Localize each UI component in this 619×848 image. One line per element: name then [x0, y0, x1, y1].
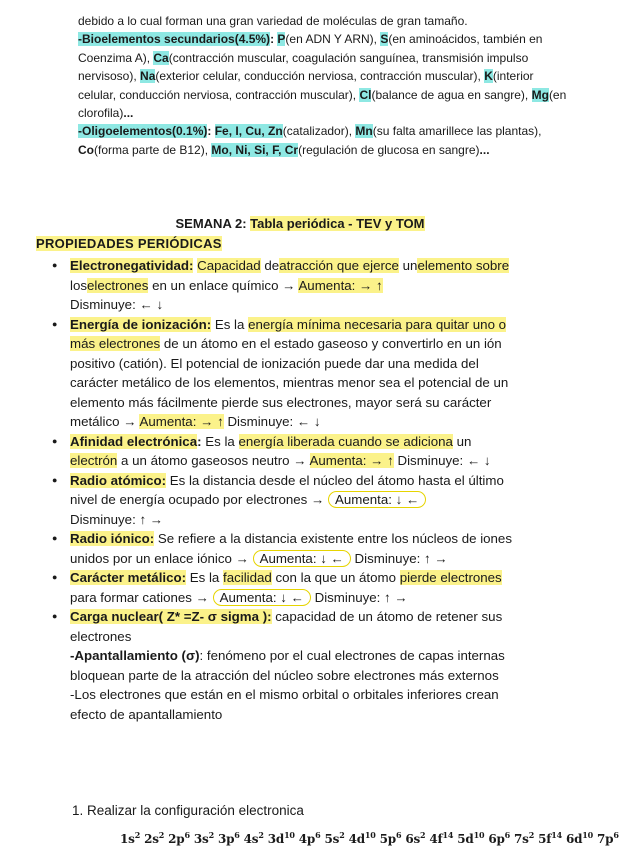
orbital-term: $6p^6$ — [488, 830, 511, 846]
oligo-label: -Oligoelementos(0.1%) — [78, 124, 208, 139]
orbital-exponent: 14 — [551, 830, 562, 840]
term: Energía de ionización: — [70, 316, 212, 332]
text: un — [402, 258, 418, 273]
element-mo-group: Mo, Ni, Si, F, Cr — [211, 142, 299, 157]
week-heading — [0, 216, 600, 231]
colon: : — [270, 32, 275, 47]
element-p: P — [277, 32, 286, 47]
orbital-exponent: 2 — [339, 830, 345, 840]
text: para formar cationes → — [70, 589, 209, 605]
properties-list — [52, 256, 512, 724]
highlight: atracción que ejerce — [279, 258, 399, 273]
ellipsis: ... — [479, 142, 490, 157]
highlight: electrones — [87, 277, 149, 293]
highlight: pierde electrones — [399, 570, 502, 585]
term: Radio atómico: — [70, 472, 167, 488]
colon: : — [207, 124, 212, 139]
increase-direction: Aumenta: ↓ ← — [328, 491, 426, 508]
term: Electronegatividad: — [70, 258, 194, 273]
list-item-ionization-energy — [52, 315, 512, 432]
increase-direction: Aumenta: ↓ ← — [253, 550, 351, 567]
electron-configuration — [120, 830, 619, 846]
text: a un átomo gaseosos neutro → — [121, 453, 307, 468]
element-mg: Mg — [531, 87, 549, 102]
element-desc: (contracción muscular, coagulación sanguínea, transmisión impulso nervisoso), — [78, 50, 529, 84]
decrease-direction: Disminuye: ↑ → — [354, 550, 448, 566]
intro-line: debido a lo cual forman una gran variedad de moléculas de gran tamaño. — [78, 14, 468, 28]
orbital-term: $3p^6$ — [217, 830, 240, 846]
ellipsis: ... — [123, 106, 134, 121]
orbital-exponent: 10 — [473, 830, 485, 840]
highlight: Capacidad — [197, 258, 261, 273]
orbital-term: $3s^2$ — [193, 830, 214, 846]
decrease-direction: Disminuye: ↑ → — [70, 511, 164, 527]
element-cl: Cl — [359, 87, 372, 102]
orbital-exponent: 2 — [158, 830, 165, 840]
list-item-metallic-character — [52, 568, 512, 607]
orbital-term: $5s^2$ — [324, 830, 345, 846]
element-desc: (catalizador), — [282, 124, 353, 139]
element-desc: (forma parte de B12), — [94, 142, 209, 157]
term: Carácter metálico: — [70, 570, 187, 585]
term: Radio iónico: — [70, 531, 155, 546]
highlight: electrón — [70, 453, 118, 468]
week-title: Tabla periódica - TEV y TOM — [250, 216, 425, 231]
element-desc: (exterior celular, conducción nerviosa, contracción muscular), — [155, 69, 481, 84]
orbital-exponent: 10 — [364, 830, 376, 840]
term: Afinidad electrónica — [70, 433, 198, 449]
orbital-exponent: 6 — [234, 830, 240, 840]
text: Es la — [189, 570, 220, 585]
element-s: S — [380, 32, 389, 47]
orbital-exponent: 2 — [134, 830, 141, 840]
element-desc: (regulación de glucosa en sangre) — [298, 142, 480, 157]
list-item-nuclear-charge — [52, 607, 512, 724]
orbital-term: $6s^2$ — [405, 830, 426, 846]
decrease-direction: Disminuye: ← ↓ — [227, 414, 321, 429]
orbital-term: $5d^{10}$ — [457, 830, 485, 846]
orbital-exponent: 10 — [582, 830, 594, 840]
orbital-exponent: 6 — [315, 830, 321, 840]
element-desc: (interior celular, conducción nerviosa, contracción muscular), — [78, 69, 534, 102]
list-item-atomic-radius — [52, 471, 512, 530]
secondary-paragraph — [78, 30, 568, 122]
text: Es la distancia desde el núcleo del átomo hasta el último nivel de energía ocupado por electrones → — [70, 472, 504, 507]
week-label: SEMANA 2: — [175, 216, 247, 231]
orbital-term: $6d^{10}$ — [565, 830, 594, 846]
element-desc: (en ADN Y ARN), — [285, 32, 378, 47]
increase-direction: Aumenta: → ↑ — [309, 453, 394, 468]
element-mn: Mn — [355, 124, 373, 139]
oligo-paragraph — [78, 122, 568, 159]
orbital-term: $1s^2$ — [120, 830, 141, 846]
text: Es la — [205, 433, 235, 449]
text: los — [70, 277, 87, 293]
list-item-electronegativity — [52, 256, 512, 315]
bioelements-section — [78, 12, 568, 159]
orbital-term: $2s^2$ — [144, 830, 165, 846]
shielding-note: -Los electrones que están en el mismo orbital o orbitales inferiores crean efecto de apantallamiento — [70, 687, 499, 722]
orbital-exponent: 14 — [442, 830, 454, 840]
element-k: K — [484, 69, 493, 84]
orbital-term: $3d^{10}$ — [267, 830, 295, 846]
orbital-term: $7s^2$ — [514, 830, 535, 846]
increase-direction: Aumenta: → ↑ — [298, 277, 383, 293]
element-na: Na — [140, 69, 156, 84]
highlight: energía mínima necesaria para quitar uno o más electrones — [70, 316, 507, 351]
colon: : — [197, 433, 202, 449]
orbital-term: $4d^{10}$ — [348, 830, 376, 846]
exercise-prompt: 1. Realizar la configuración electronica — [72, 803, 304, 818]
orbital-exponent: 6 — [504, 830, 511, 840]
decrease-direction: Disminuye: ← ↓ — [397, 453, 491, 468]
element-desc: (su falta amarillece las plantas), — [372, 124, 542, 139]
orbital-term: $2p^6$ — [168, 830, 190, 846]
text: en un enlace químico → — [152, 277, 296, 293]
element-ca: Ca — [153, 50, 169, 65]
orbital-term: $5p^6$ — [379, 830, 402, 846]
orbital-term: $5f^{14}$ — [538, 830, 562, 846]
term: Carga nuclear( Z* =Z- σ sigma ): — [70, 609, 272, 624]
element-desc: (balance de agua en sangre), — [371, 87, 529, 102]
increase-direction: Aumenta: ↓ ← — [213, 589, 311, 606]
orbital-term: $4s^2$ — [243, 830, 264, 846]
orbital-term: $7p^6$ — [597, 830, 619, 846]
orbital-exponent: 6 — [184, 830, 190, 840]
orbital-term: $4f^{14}$ — [429, 830, 454, 846]
orbital-exponent: 2 — [208, 830, 214, 840]
shielding-definition — [70, 646, 512, 685]
text: capacidad de un átomo de retener sus electrones — [70, 609, 503, 644]
orbital-exponent: 2 — [258, 830, 264, 840]
secondary-label: -Bioelementos secundarios(4.5%) — [78, 32, 271, 47]
section-title — [36, 236, 222, 251]
list-item-electron-affinity — [52, 432, 512, 471]
orbital-exponent: 10 — [284, 830, 295, 840]
highlight: elemento sobre — [417, 258, 510, 273]
element-co: Co — [78, 142, 94, 157]
orbital-exponent: 2 — [420, 830, 426, 840]
text: Es la — [214, 316, 245, 332]
element-desc: (en aminoácidos, también en Coenzima A), — [78, 32, 543, 65]
orbital-exponent: 6 — [613, 830, 619, 840]
text: de un átomo en el estado gaseoso y convertirlo en un ión positivo (catión). El potencial de ionización puede dar una medida del carácter metálico de los elementos, mientras menor sea el potencial de un elemento más fácilmente pierde sus electrones, mayor será su carácter metálico → — [70, 336, 509, 429]
list-item-ionic-radius — [52, 529, 512, 568]
text: con la que un átomo — [275, 570, 396, 585]
shielding-label: -Apantallamiento (σ) — [70, 648, 200, 663]
orbital-exponent: 6 — [395, 830, 402, 840]
text: : fenómeno por el cual electrones de capas internas bloquean parte de la atracción del núcleo sobre electrones más externos — [70, 648, 505, 683]
section-title-text: PROPIEDADES PERIÓDICAS — [36, 236, 222, 251]
decrease-direction: Disminuye: ↑ → — [314, 589, 408, 605]
text: un — [456, 433, 472, 449]
orbital-term: $4p^6$ — [298, 830, 321, 846]
highlight: energía liberada cuando se adiciona — [238, 433, 453, 449]
orbital-exponent: 2 — [528, 830, 535, 840]
element-fe-group: Fe, I, Cu, Zn — [214, 124, 283, 139]
increase-direction: Aumenta: → ↑ — [139, 414, 224, 429]
text: de — [264, 258, 280, 273]
highlight: facilidad — [223, 570, 272, 585]
text: Se refiere a la distancia existente entre los núcleos de iones unidos por un enlace iónico → — [70, 531, 512, 566]
element-desc: (en clorofila) — [78, 87, 567, 121]
decrease-direction: Disminuye: ← ↓ — [70, 297, 164, 312]
